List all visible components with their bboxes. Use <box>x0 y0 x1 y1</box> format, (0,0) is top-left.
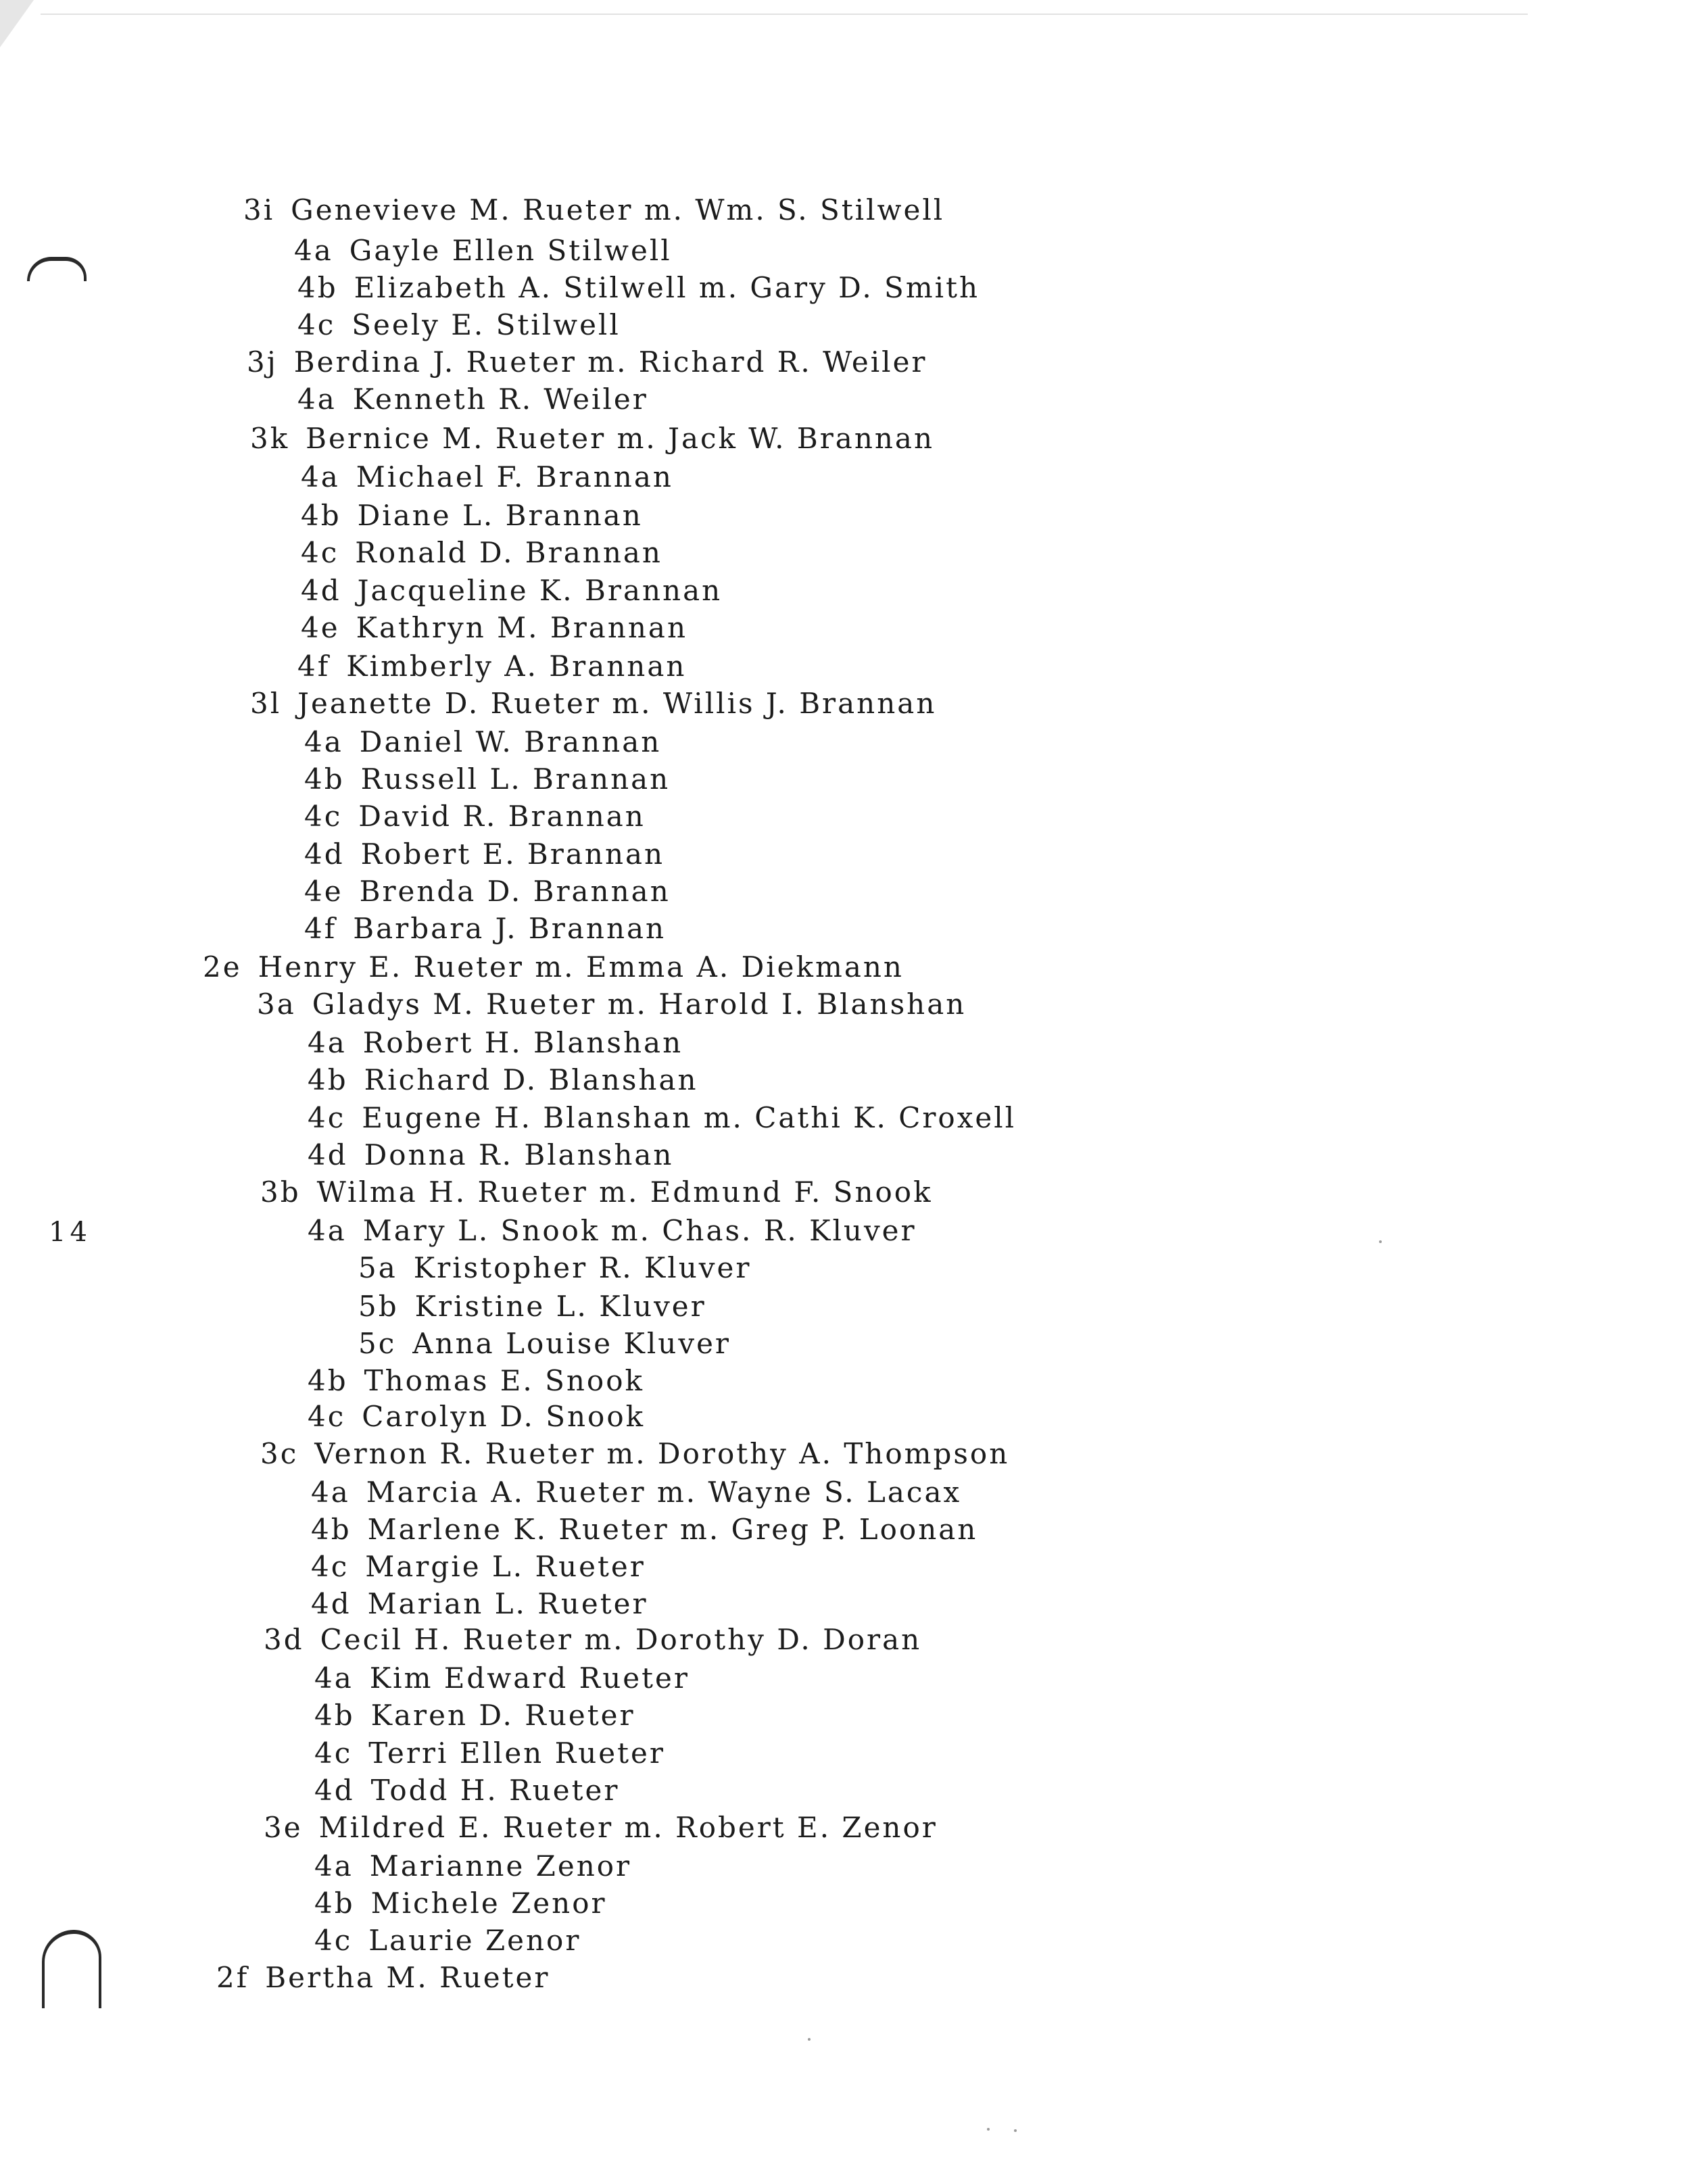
genealogy-entry <box>311 1515 977 1544</box>
genealogy-entry <box>358 1327 731 1360</box>
genealogy-entry <box>314 1661 690 1695</box>
genealogy-entry <box>304 725 662 758</box>
genealogy-entry <box>314 1701 635 1730</box>
page-corner-shadow <box>0 0 34 47</box>
generation-code: 4f <box>297 650 331 683</box>
genealogy-entry <box>308 1364 644 1397</box>
genealogy-entry <box>308 1101 1017 1134</box>
generation-code: 4e <box>301 611 340 644</box>
genealogy-entry <box>304 912 667 945</box>
generation-code: 4b <box>314 1699 355 1732</box>
person-name: Karen D. Rueter <box>370 1699 635 1732</box>
person-name: Cecil H. Rueter m. Dorothy D. Doran <box>320 1623 922 1656</box>
generation-code: 4a <box>308 1026 347 1059</box>
person-name: Gayle Ellen Stilwell <box>349 234 672 267</box>
generation-code: 3i <box>243 193 275 226</box>
generation-code: 4c <box>308 1400 346 1433</box>
genealogy-entry <box>297 652 686 681</box>
person-name: Robert H. Blanshan <box>362 1026 683 1059</box>
generation-code: 4f <box>304 912 337 945</box>
person-name: Barbara J. Brannan <box>353 912 667 945</box>
generation-code: 4b <box>308 1364 348 1397</box>
person-name: Daniel W. Brannan <box>359 725 662 758</box>
person-name: Vernon R. Rueter m. Dorothy A. Thompson <box>314 1437 1010 1470</box>
genealogy-entry <box>297 308 621 341</box>
genealogy-entry <box>301 574 723 607</box>
genealogy-entry <box>314 1889 607 1918</box>
generation-code: 4d <box>308 1138 348 1171</box>
person-name: Carolyn D. Snook <box>362 1400 646 1433</box>
person-name: Berdina J. Rueter m. Richard R. Weiler <box>293 345 927 379</box>
generation-code: 4c <box>314 1924 353 1957</box>
genealogy-entry <box>358 1251 752 1284</box>
person-name: David R. Brannan <box>358 800 646 833</box>
genealogy-entry <box>250 424 934 453</box>
genealogy-entry <box>297 385 648 414</box>
genealogy-entry <box>301 499 643 532</box>
binder-hole-mark-bottom <box>42 1930 101 2008</box>
genealogy-entry <box>294 234 672 267</box>
generation-code: 4b <box>311 1513 352 1546</box>
binder-hole-mark-top <box>27 257 87 281</box>
generation-code: 4c <box>314 1737 353 1770</box>
person-name: Kathryn M. Brannan <box>356 611 688 644</box>
genealogy-entry <box>304 840 665 869</box>
generation-code: 4b <box>304 762 345 796</box>
genealogy-entry <box>314 1926 581 1955</box>
generation-code: 3e <box>264 1811 303 1844</box>
generation-code: 4a <box>314 1849 354 1883</box>
generation-code: 4b <box>301 499 341 532</box>
person-name: Gladys M. Rueter m. Harold I. Blanshan <box>312 988 967 1021</box>
generation-code: 5a <box>358 1251 397 1284</box>
person-name: Richard D. Blanshan <box>364 1063 698 1096</box>
generation-code: 4a <box>308 1214 347 1247</box>
genealogy-entry <box>311 1478 961 1507</box>
genealogy-entry <box>260 1437 1010 1470</box>
genealogy-entry <box>314 1739 665 1768</box>
person-name: Marian L. Rueter <box>367 1587 648 1620</box>
generation-code: 4a <box>311 1476 350 1509</box>
generation-code: 4c <box>304 800 343 833</box>
person-name: Terri Ellen Rueter <box>368 1737 665 1770</box>
genealogy-entry <box>304 877 671 906</box>
scan-speck <box>987 2128 990 2131</box>
genealogy-entry <box>301 611 688 644</box>
genealogy-entry <box>304 802 646 831</box>
genealogy-entry <box>311 1550 646 1583</box>
person-name: Kimberly A. Brannan <box>346 650 687 683</box>
person-name: Seely E. Stilwell <box>352 308 621 341</box>
generation-code: 4b <box>308 1063 348 1096</box>
generation-code: 4c <box>301 536 339 569</box>
genealogy-entry <box>304 762 671 796</box>
person-name: Kenneth R. Weiler <box>352 383 648 416</box>
generation-code: 3b <box>260 1175 301 1209</box>
person-name: Jeanette D. Rueter m. Willis J. Brannan <box>297 687 937 720</box>
generation-code: 4c <box>297 308 336 341</box>
genealogy-entry <box>308 1214 917 1247</box>
genealogy-entry <box>264 1811 938 1844</box>
person-name: Ronald D. Brannan <box>355 536 662 569</box>
person-name: Todd H. Rueter <box>370 1774 620 1807</box>
genealogy-entry <box>250 689 936 718</box>
person-name: Diane L. Brannan <box>357 499 643 532</box>
person-name: Donna R. Blanshan <box>364 1138 674 1171</box>
person-name: Russell L. Brannan <box>360 762 671 796</box>
person-name: Wilma H. Rueter m. Edmund F. Snook <box>316 1175 933 1209</box>
generation-code: 4a <box>304 725 343 758</box>
person-name: Marcia A. Rueter m. Wayne S. Lacax <box>366 1476 962 1509</box>
generation-code: 4a <box>301 460 340 493</box>
genealogy-entry <box>314 1849 632 1883</box>
generation-code: 3d <box>264 1623 304 1656</box>
person-name: Thomas E. Snook <box>364 1364 644 1397</box>
genealogy-entry <box>257 990 966 1019</box>
person-name: Marianne Zenor <box>369 1849 632 1883</box>
generation-code: 3j <box>247 345 278 379</box>
generation-code: 4d <box>314 1774 355 1807</box>
person-name: Mary L. Snook m. Chas. R. Kluver <box>362 1214 917 1247</box>
genealogy-entry <box>243 193 945 226</box>
generation-code: 5c <box>358 1327 397 1360</box>
genealogy-entry <box>297 271 980 304</box>
genealogy-entry <box>311 1587 648 1620</box>
person-name: Kim Edward Rueter <box>369 1661 690 1695</box>
person-name: Marlene K. Rueter m. Greg P. Loonan <box>367 1513 978 1546</box>
genealogy-entry <box>308 1026 683 1059</box>
generation-code: 4d <box>304 838 345 871</box>
generation-code: 4b <box>314 1887 355 1920</box>
genealogy-entry <box>301 460 673 493</box>
person-name: Kristine L. Kluver <box>414 1290 706 1323</box>
generation-code: 2f <box>216 1961 249 1994</box>
scan-speck <box>808 2038 811 2041</box>
generation-code: 2e <box>203 950 242 984</box>
generation-code: 4a <box>294 234 333 267</box>
person-name: Robert E. Brannan <box>360 838 665 871</box>
generation-code: 3a <box>257 988 296 1021</box>
person-name: Bertha M. Rueter <box>265 1961 550 1994</box>
scan-speck <box>1014 2129 1017 2132</box>
generation-code: 3k <box>250 422 290 455</box>
generation-code: 4c <box>311 1550 349 1583</box>
scan-speck <box>1379 1240 1382 1243</box>
person-name: Anna Louise Kluver <box>412 1327 731 1360</box>
person-name: Jacqueline K. Brannan <box>357 574 723 607</box>
generation-code: 5b <box>358 1290 399 1323</box>
person-name: Henry E. Rueter m. Emma A. Diekmann <box>258 950 904 984</box>
generation-code: 4a <box>314 1661 354 1695</box>
person-name: Eugene H. Blanshan m. Cathi K. Croxell <box>362 1101 1017 1134</box>
generation-code: 3l <box>250 687 282 720</box>
page-number: 14 <box>49 1217 91 1248</box>
genealogy-entry <box>301 536 662 569</box>
genealogy-entry <box>308 1063 698 1096</box>
genealogy-entry <box>264 1623 922 1656</box>
generation-code: 4b <box>297 271 338 304</box>
genealogy-entry <box>308 1400 646 1433</box>
person-name: Genevieve M. Rueter m. Wm. S. Stilwell <box>291 193 945 226</box>
genealogy-entry <box>260 1175 933 1209</box>
genealogy-entry <box>308 1138 674 1171</box>
generation-code: 4c <box>308 1101 346 1134</box>
generation-code: 4d <box>301 574 341 607</box>
genealogy-entry <box>216 1961 550 1994</box>
page-top-edge <box>41 14 1528 15</box>
person-name: Brenda D. Brannan <box>359 875 671 908</box>
genealogy-entry <box>203 950 904 984</box>
person-name: Bernice M. Rueter m. Jack W. Brannan <box>306 422 935 455</box>
person-name: Mildred E. Rueter m. Robert E. Zenor <box>318 1811 938 1844</box>
generation-code: 4e <box>304 875 343 908</box>
person-name: Michael F. Brannan <box>356 460 673 493</box>
person-name: Kristopher R. Kluver <box>413 1251 752 1284</box>
person-name: Michele Zenor <box>370 1887 607 1920</box>
generation-code: 4a <box>297 383 337 416</box>
genealogy-entry <box>247 345 927 379</box>
person-name: Laurie Zenor <box>368 1924 581 1957</box>
person-name: Margie L. Rueter <box>365 1550 646 1583</box>
genealogy-entry <box>358 1292 706 1321</box>
generation-code: 3c <box>260 1437 299 1470</box>
genealogy-entry <box>314 1776 619 1805</box>
generation-code: 4d <box>311 1587 352 1620</box>
person-name: Elizabeth A. Stilwell m. Gary D. Smith <box>354 271 980 304</box>
